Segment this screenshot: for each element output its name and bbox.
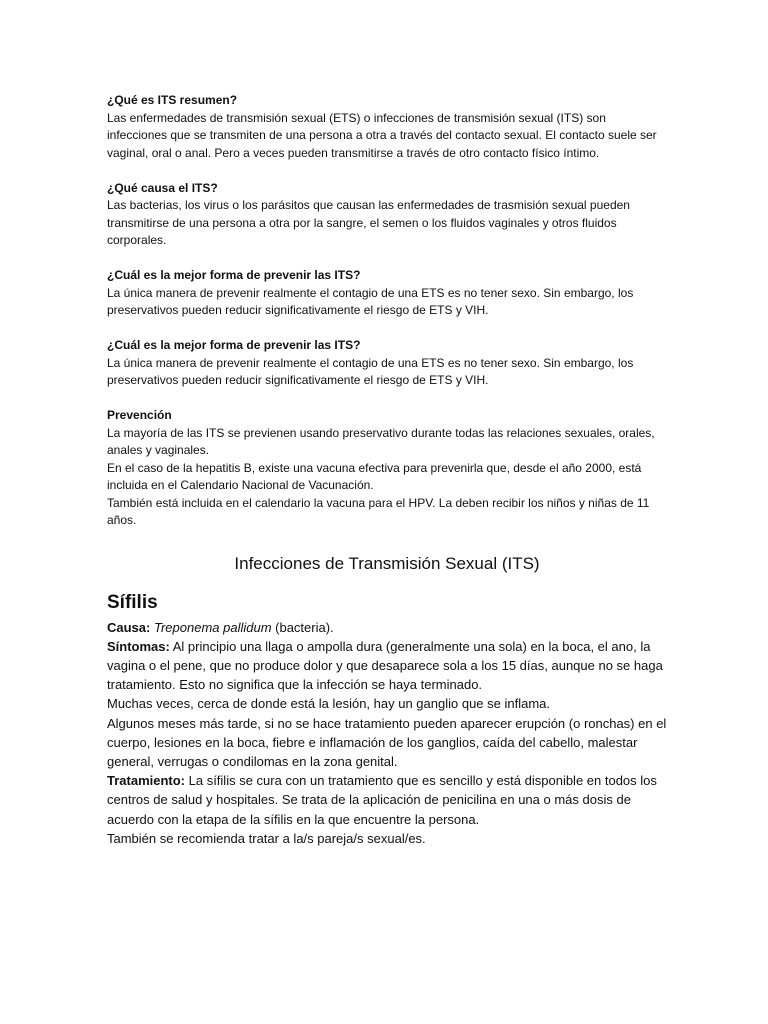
prevention-heading: Prevención <box>107 408 172 422</box>
prevention-line: También está incluida en el calendario la vacuna para el HPV. La deben recibir los niños y niñas de 11 años. <box>107 495 650 527</box>
tratamiento-paragraph: También se recomienda tratar a la/s pareja/s sexual/es. <box>107 830 426 846</box>
document-title: Infecciones de Transmisión Sexual (ITS) <box>234 553 540 573</box>
sintomas-text: Al principio una llaga o ampolla dura (generalmente una sola) en la boca, el ano, la vagina o el pene, que no produce dolor y que desaparece sola a los 15 días, aunque no se haga tratamiento. Esto no significa que la infección se haya terminado. <box>107 638 663 693</box>
causa-label: Causa: <box>107 619 151 635</box>
sintomas-paragraph: Algunos meses más tarde, si no se hace tratamiento pueden aparecer erupción (o ronchas) en el cuerpo, lesiones en la boca, fiebre e inflamación de los ganglios, caída del cabello, malestar general, verrugas o condilomas en la zona genital. <box>107 715 667 769</box>
tratamiento-line <box>107 771 667 829</box>
prevention-line: La mayoría de las ITS se previenen usando preservativo durante todas las relaciones sexuales, orales, anales y vaginales. <box>107 425 655 457</box>
sifilis-body <box>107 618 667 848</box>
faq-item-prevent <box>107 267 667 320</box>
faq-question: ¿Qué es ITS resumen? <box>107 93 238 107</box>
tratamiento-text: La sífilis se cura con un tratamiento que es sencillo y está disponible en todos los centros de salud y hospitales. Se trata de la aplicación de penicilina en una o más dosis de acuerdo con la etapa de la sífilis en la que encuentre la persona. <box>107 773 657 827</box>
faq-answer: Las enfermedades de transmisión sexual (ETS) o infecciones de transmisión sexual (ITS) son infecciones que se transmiten de una persona a otra a través del contacto sexual. El contacto suele ser vaginal, oral o anal. Pero a veces pueden transmitirse a través de otro contacto físico íntimo. <box>107 110 657 160</box>
faq-item-what-is-its <box>107 92 667 162</box>
faq-answer: La única manera de prevenir realmente el contagio de una ETS es no tener sexo. Sin embargo, los preservativos pueden reducir significativamente el riesgo de ETS y VIH. <box>107 355 634 387</box>
sintomas-line <box>107 637 667 695</box>
causa-rest: (bacteria). <box>271 619 334 635</box>
section-title-sifilis: Sífilis <box>107 591 158 613</box>
prevention-section <box>107 407 667 530</box>
faq-answer: Las bacterias, los virus o los parásitos que causan las enfermedades de trasmisión sexual pueden transmitirse de una persona a otra por la sangre, el semen o los fluidos vaginales y otros fluidos corporales. <box>107 198 630 247</box>
sintomas-label: Síntomas: <box>107 638 170 654</box>
sintomas-paragraph: Muchas veces, cerca de donde está la lesión, hay un ganglio que se inflama. <box>107 696 550 712</box>
causa-line <box>107 618 667 637</box>
tratamiento-label: Tratamiento: <box>107 773 186 789</box>
faq-question: ¿Cuál es la mejor forma de prevenir las ITS? <box>107 268 361 282</box>
document-page <box>107 92 667 848</box>
faq-question: ¿Qué causa el ITS? <box>107 180 218 195</box>
faq-answer: La única manera de prevenir realmente el contagio de una ETS es no tener sexo. Sin embargo, los preservativos pueden reducir significativamente el riesgo de ETS y VIH. <box>107 285 634 317</box>
faq-item-prevent-repeat <box>107 337 667 390</box>
faq-question: ¿Cuál es la mejor forma de prevenir las ITS? <box>107 338 361 352</box>
causa-agent: Treponema pallidum <box>153 619 272 635</box>
prevention-line: En el caso de la hepatitis B, existe una vacuna efectiva para prevenirla que, desde el año 2000, está incluida en el Calendario Nacional de Vacunación. <box>107 460 642 492</box>
faq-item-cause <box>107 180 667 250</box>
